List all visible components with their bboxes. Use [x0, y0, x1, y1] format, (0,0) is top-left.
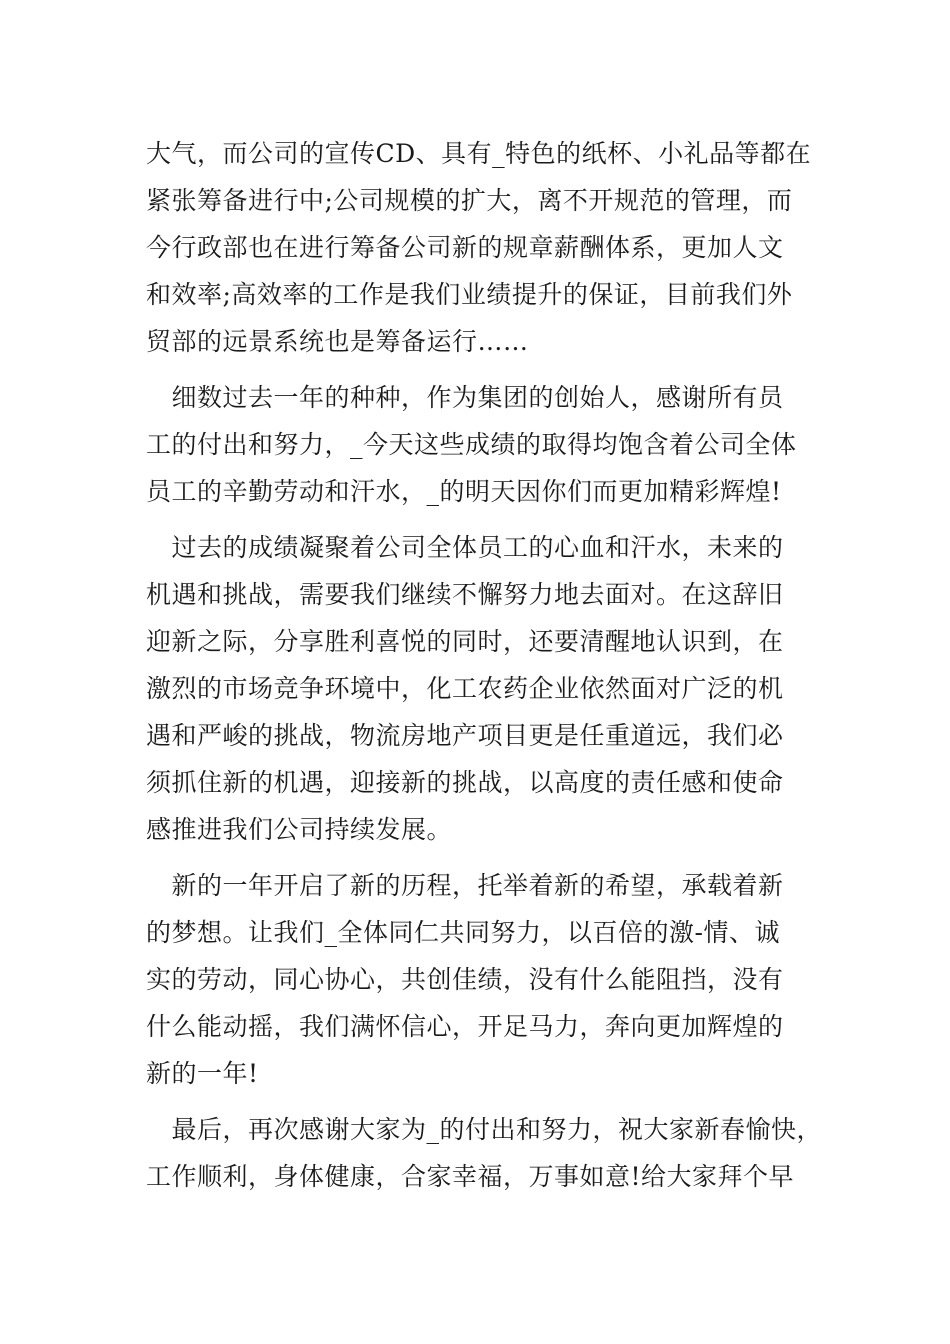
text-line: 工的付出和努力，_今天这些成绩的取得均饱含着公司全体 [146, 430, 797, 459]
text-line: 机遇和挑战，需要我们继续不懈努力地去面对。在这辞旧 [146, 580, 784, 609]
paragraph-5 [146, 1106, 823, 1200]
text-line: 最后，再次感谢大家为_的付出和努力，祝大家新春愉快， [146, 1115, 823, 1144]
text-line: 员工的辛勤劳动和汗水，_的明天因你们而更加精彩辉煌! [146, 477, 782, 506]
paragraph-gap [146, 1097, 806, 1106]
text-line: 须抓住新的机遇，迎接新的挑战，以高度的责任感和使命 [146, 768, 784, 797]
text-line: 今行政部也在进行筹备公司新的规章薪酬体系，更加人文 [146, 233, 784, 262]
text-line: 实的劳动，同心协心，共创佳绩，没有什么能阻挡，没有 [146, 965, 784, 994]
paragraph-1 [146, 130, 812, 365]
text-line: 遇和严峻的挑战，物流房地产项目更是任重道远，我们必 [146, 721, 784, 750]
paragraph-3 [146, 524, 806, 853]
paragraph-2 [146, 374, 806, 515]
text-line: 细数过去一年的种种，作为集团的创始人，感谢所有员 [146, 383, 784, 412]
paragraph-gap [146, 515, 806, 524]
document-body [146, 130, 823, 1200]
text-line: 的梦想。让我们_全体同仁共同努力，以百倍的激-情、诚 [146, 918, 780, 947]
paragraph-gap [146, 853, 806, 862]
text-line: 新的一年! [146, 1059, 259, 1088]
text-line: 过去的成绩凝聚着公司全体员工的心血和汗水，未来的 [146, 533, 784, 562]
text-line: 大气，而公司的宣传CD、具有_特色的纸杯、小礼品等都在 [146, 139, 812, 168]
text-line: 感推进我们公司持续发展。 [146, 815, 453, 844]
text-line: 迎新之际，分享胜利喜悦的同时，还要清醒地认识到，在 [146, 627, 784, 656]
text-line: 什么能动摇，我们满怀信心，开足马力，奔向更加辉煌的 [146, 1012, 784, 1041]
paragraph-gap [146, 365, 806, 374]
text-line: 工作顺利，身体健康，合家幸福，万事如意!给大家拜个早 [146, 1162, 795, 1191]
text-line: 和效率;高效率的工作是我们业绩提升的保证，目前我们外 [146, 280, 793, 309]
text-line: 紧张筹备进行中;公司规模的扩大，离不开规范的管理，而 [146, 186, 793, 215]
text-line: 新的一年开启了新的历程，托举着新的希望，承载着新 [146, 871, 784, 900]
text-line: 激烈的市场竞争环境中，化工农药企业依然面对广泛的机 [146, 674, 784, 703]
text-line: 贸部的远景系统也是筹备运行…… [146, 327, 529, 356]
paragraph-4 [146, 862, 806, 1097]
